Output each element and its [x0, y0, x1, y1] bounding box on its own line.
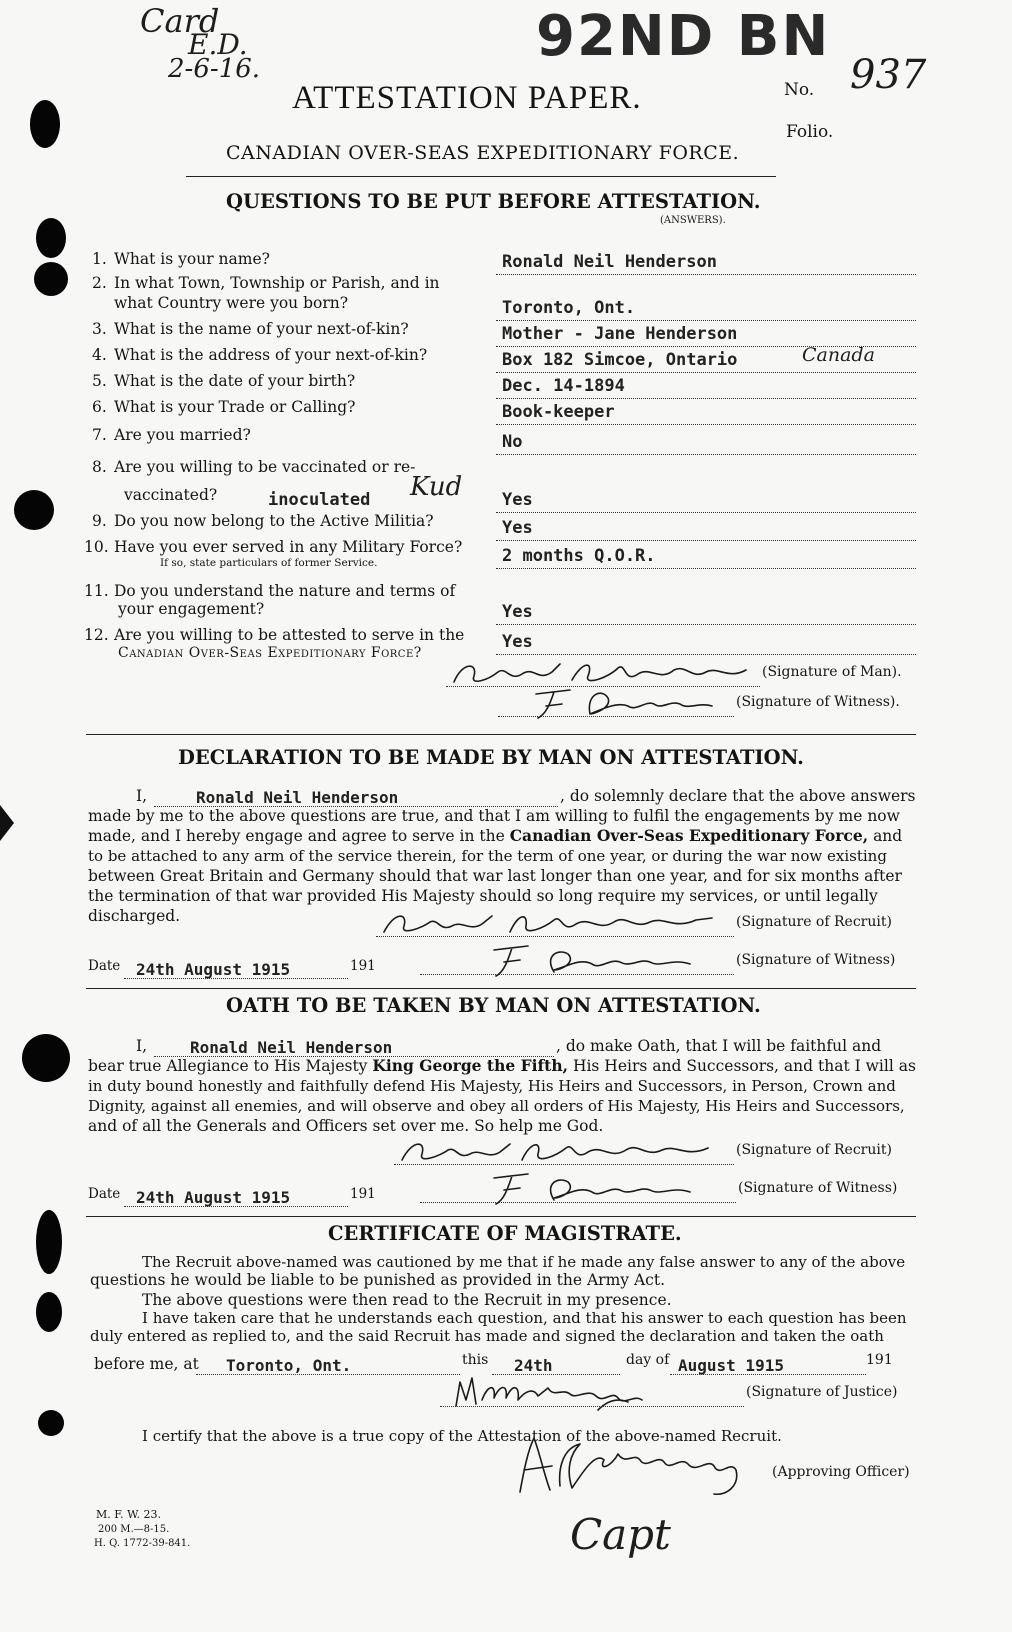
question-number: 1. — [92, 250, 107, 268]
section-rule — [86, 1216, 916, 1217]
question-number: 4. — [92, 346, 107, 364]
signature-man-label: (Signature of Man). — [762, 664, 902, 680]
certificate-line: The Recruit above-named was cautioned by me that if he made any false answer to any of the above — [142, 1253, 906, 1271]
regimental-number: 937 — [850, 52, 927, 98]
question-text: Are you married? — [114, 426, 251, 444]
question-number: 9. — [92, 512, 107, 530]
date-label: Date — [88, 1186, 121, 1202]
oath-line: Dignity, against all enemies, and will observe and obey all orders of His Majesty, His Heirs and Successors, — [88, 1097, 905, 1115]
signature-recruit-label: (Signature of Recruit) — [736, 914, 892, 930]
certificate-line: The above questions were then read to the Recruit in my presence. — [142, 1291, 672, 1309]
signature-witness — [528, 684, 728, 724]
question-text: what Country were you born? — [114, 294, 349, 312]
signature-witness-label: (Signature of Witness). — [736, 694, 900, 710]
signature-witness-label: (Signature of Witness) — [738, 1180, 898, 1196]
answer-next-of-kin: Mother - Jane Henderson — [502, 324, 738, 344]
answer-line — [496, 568, 916, 569]
oath-line: and of all the Generals and Officers set over me. So help me God. — [88, 1117, 604, 1135]
certificate-line: I have taken care that he understands each question, and that his answer to each question has been — [142, 1309, 907, 1327]
declaration-text: and — [873, 827, 903, 845]
question-number: 8. — [92, 458, 107, 476]
answer-line — [496, 540, 916, 541]
binder-hole — [36, 1292, 62, 1332]
declaration-name: Ronald Neil Henderson — [196, 788, 399, 807]
certificate-line: questions he would be liable to be punished as provided in the Army Act. — [90, 1271, 665, 1289]
answer-kin-address-note: Canada — [802, 344, 875, 366]
question-text: Do you now belong to the Active Militia? — [114, 512, 434, 530]
question-number: 3. — [92, 320, 107, 338]
question-number: 11. — [84, 582, 109, 600]
handwritten-note-date: 2-6-16. — [168, 54, 261, 84]
answer-military-service: 2 months Q.O.R. — [502, 546, 656, 566]
binder-hole — [38, 1410, 64, 1436]
answer-line — [496, 454, 916, 455]
binder-hole — [22, 1034, 70, 1082]
magistrate-day: 24th — [514, 1356, 553, 1375]
answer-line — [496, 372, 916, 373]
certificate-heading: CERTIFICATE OF MAGISTRATE. — [328, 1222, 682, 1245]
declaration-text: made, and I hereby engage and agree to serve in the — [88, 827, 505, 845]
declaration-line: to be attached to any arm of the service therein, for the term of one year, or during the war now existing — [88, 847, 887, 865]
binder-hole — [34, 262, 68, 296]
magistrate-month-year: August 1915 — [678, 1356, 784, 1375]
certificate-line: duly entered as replied to, and the said Recruit has made and signed the declaration and taken the oath — [90, 1327, 884, 1345]
form-print-run: 200 M.—8-15. — [98, 1524, 170, 1535]
oath-heading: OATH TO BE TAKEN BY MAN ON ATTESTATION. — [226, 994, 761, 1017]
declaration-force-name: Canadian Over-Seas Expeditionary Force, — [509, 826, 869, 845]
page-subtitle: CANADIAN OVER-SEAS EXPEDITIONARY FORCE. — [226, 142, 740, 164]
answer-vaccinated: Yes — [502, 490, 533, 510]
question-number: 12. — [84, 626, 109, 644]
declaration-line: between Great Britain and Germany should that war last longer than one year, and for six months after — [88, 867, 902, 885]
oath-line — [88, 1056, 916, 1076]
question-number: 6. — [92, 398, 107, 416]
form-hq-number: H. Q. 1772-39-841. — [94, 1538, 191, 1549]
declaration-date: 24th August 1915 — [136, 960, 291, 979]
question-text: Are you willing to be attested to serve in the — [114, 626, 465, 644]
question-number: 10. — [84, 538, 109, 556]
answer-understand-terms: Yes — [502, 602, 533, 622]
date-line — [124, 1206, 348, 1207]
question-number: 7. — [92, 426, 107, 444]
section-rule — [86, 734, 916, 735]
date-line — [124, 978, 348, 979]
day-of-label: day of — [626, 1352, 670, 1368]
answer-married: No — [502, 432, 523, 452]
signature-witness-label: (Signature of Witness) — [736, 952, 896, 968]
binder-hole — [30, 100, 60, 148]
question-text: Are you willing to be vaccinated or re- — [114, 458, 416, 476]
declaration-line: , do solemnly declare that the above answers — [560, 787, 916, 805]
answers-label: (ANSWERS). — [660, 215, 726, 226]
page-title: ATTESTATION PAPER. — [292, 80, 642, 116]
question-text: What is your Trade or Calling? — [114, 398, 356, 416]
question-number: 5. — [92, 372, 107, 390]
handwritten-note-ed: E.D. — [188, 28, 248, 61]
signature-line — [394, 1164, 734, 1165]
inoculated-note: inoculated — [268, 490, 371, 510]
answer-line — [496, 398, 916, 399]
declaration-line: discharged. — [88, 907, 181, 925]
answer-trade: Book-keeper — [502, 402, 615, 422]
signature-recruit-label: (Signature of Recruit) — [736, 1142, 892, 1158]
folio-label: Folio. — [786, 122, 834, 142]
answer-willing-attest: Yes — [502, 632, 533, 652]
battalion-stamp: 92ND BN — [536, 4, 831, 69]
questions-heading: QUESTIONS TO BE PUT BEFORE ATTESTATION. — [226, 190, 761, 213]
question-number: 2. — [92, 274, 107, 292]
question-text: vaccinated? — [124, 486, 218, 504]
oath-date: 24th August 1915 — [136, 1188, 291, 1207]
signature-line — [440, 1406, 744, 1407]
before-label: before me, at — [94, 1355, 199, 1373]
signature-line — [420, 974, 734, 975]
signature-approving-officer — [500, 1430, 770, 1500]
question-text: What is the date of your birth? — [114, 372, 356, 390]
question-text: Do you understand the nature and terms of — [114, 582, 456, 600]
question-text: What is the address of your next-of-kin? — [114, 346, 428, 364]
answer-birth-date: Dec. 14-1894 — [502, 376, 625, 396]
oath-line: , do make Oath, that I will be faithful and — [556, 1037, 882, 1055]
header-rule — [186, 176, 776, 177]
signature-line — [420, 1202, 736, 1203]
signature-witness-oath — [484, 1168, 704, 1212]
month-line — [670, 1374, 866, 1375]
year-suffix: 191 — [350, 958, 376, 974]
answer-line — [496, 274, 916, 275]
declaration-line: made by me to the above questions are true, and that I am willing to fulfil the engagements by me now — [88, 807, 900, 825]
answer-militia: Yes — [502, 518, 533, 538]
answer-line — [496, 512, 916, 513]
question-text: Have you ever served in any Military Force? — [114, 538, 463, 556]
place-line — [196, 1374, 460, 1375]
binder-hole — [14, 490, 54, 530]
answer-line — [496, 654, 916, 655]
oath-name: Ronald Neil Henderson — [190, 1038, 393, 1057]
answer-line — [496, 424, 916, 425]
oath-king-name: King George the Fifth, — [372, 1056, 569, 1075]
answer-line — [496, 320, 916, 321]
declaration-heading: DECLARATION TO BE MADE BY MAN ON ATTESTATION. — [178, 746, 804, 769]
magistrate-place: Toronto, Ont. — [226, 1356, 352, 1375]
question-text: What is your name? — [114, 250, 270, 268]
answer-line — [496, 624, 916, 625]
no-label: No. — [784, 80, 815, 100]
certify-text: I certify that the above is a true copy of the Attestation of the above-named Recruit. — [142, 1427, 782, 1445]
question-text: Canadian Over-Seas Expeditionary Force? — [118, 645, 422, 661]
question-text: In what Town, Township or Parish, and in — [114, 274, 440, 292]
year-suffix: 191 — [866, 1352, 893, 1368]
signature-justice — [448, 1370, 658, 1416]
answer-name: Ronald Neil Henderson — [502, 252, 717, 272]
signature-witness-declaration — [484, 940, 704, 984]
declaration-line: the termination of that war provided His Majesty should so long require my services, or until legally — [88, 887, 878, 905]
year-suffix: 191 — [350, 1186, 376, 1202]
date-label: Date — [88, 958, 121, 974]
signature-line — [498, 716, 734, 717]
section-rule — [86, 988, 916, 989]
binder-hole — [36, 218, 66, 258]
declaration-line — [88, 826, 902, 846]
question-text: your engagement? — [118, 600, 265, 618]
oath-i: I, — [136, 1037, 148, 1055]
signature-line — [376, 936, 734, 937]
oath-text: His Heirs and Successors, and that I will as — [572, 1057, 916, 1075]
oath-line: in duty bound honestly and faithfully defend His Majesty, His Heirs and Successors, in Person, Crown and — [88, 1077, 896, 1095]
answer-kin-address: Box 182 Simcoe, Ontario — [502, 350, 738, 370]
question-sub-note: If so, state particulars of former Service. — [160, 557, 378, 569]
handwritten-note-card: Card — [140, 2, 220, 40]
answer-birthplace: Toronto, Ont. — [502, 298, 636, 318]
declaration-i: I, — [136, 787, 148, 805]
corner-mark — [0, 805, 14, 841]
approving-officer-label: (Approving Officer) — [772, 1464, 910, 1480]
this-label: this — [462, 1352, 489, 1368]
form-number: M. F. W. 23. — [96, 1508, 162, 1521]
inoculated-initials: Kud — [410, 472, 463, 502]
signature-justice-label: (Signature of Justice) — [746, 1384, 898, 1400]
binder-hole — [36, 1210, 62, 1274]
oath-text: bear true Allegiance to His Majesty — [88, 1057, 368, 1075]
question-text: What is the name of your next-of-kin? — [114, 320, 409, 338]
approving-officer-rank: Capt — [570, 1510, 671, 1559]
